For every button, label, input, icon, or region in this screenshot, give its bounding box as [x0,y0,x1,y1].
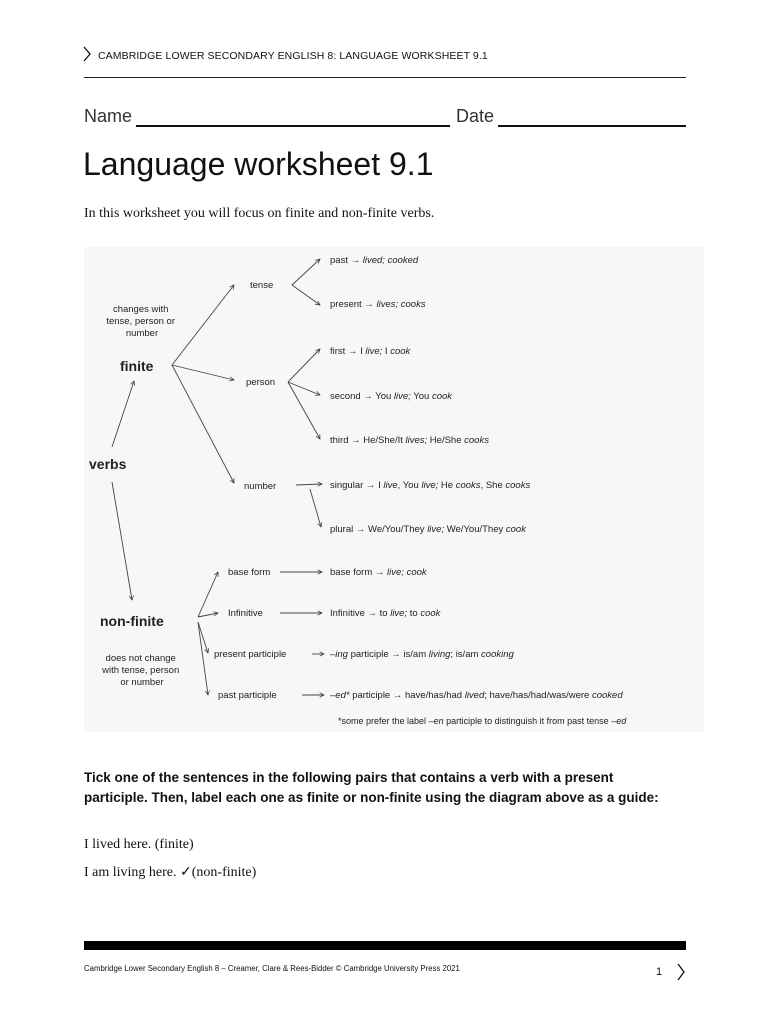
edge-tense-past [292,259,320,285]
result-past-participle: –ed* participle → have/has/had lived; have/has/had/was/were cooked [330,690,623,701]
leaf-plural: plural → We/You/They live; We/You/They cook [330,524,526,535]
edge-finite-person [172,365,234,380]
edge-number-plural [310,489,321,527]
leaf-present: present → lives; cooks [330,299,426,310]
leaf-second: second → You live; You cook [330,391,453,402]
edge-nonfinite-present-participle [198,622,208,653]
verb-diagram [84,247,704,732]
finite-description: changes with tense, person or number [106,304,176,339]
footer-bar [84,941,686,950]
edge-nonfinite-infinitive [198,613,218,617]
name-label: Name [84,106,133,126]
node-nonfinite: non-finite [100,613,164,629]
node-past-participle: past participle [218,690,277,701]
diagram-footnote: *some prefer the label –en participle to distinguish it from past tense –ed [338,716,627,726]
edge-person-third [288,382,320,439]
edge-tense-present [292,285,320,305]
node-number: number [244,481,277,492]
sentence-option[interactable]: I am living here. ✓(non-finite) [84,865,257,880]
footer-citation: Cambridge Lower Secondary English 8 – Creamer, Clare & Rees-Bidder © Cambridge University Press 2021 [84,964,460,973]
result-base-form: base form → live; cook [330,567,427,578]
edge-nonfinite-base [198,572,218,617]
leaf-singular: singular → I live, You live; He cooks, She cooks [330,480,531,491]
edge-number-singular [296,484,322,485]
instruction-text: Tick one of the sentences in the following pairs that contains a verb with a present participle. Then, label each one as finite or non-finite using the diagram above as a guide: [84,770,659,805]
node-infinitive: Infinitive [228,608,263,619]
edge-finite-number [172,365,234,483]
date-label: Date [456,106,495,126]
result-present-participle: –ing participle → is/am living; is/am cooking [330,649,514,660]
node-base-form: base form [228,567,271,578]
header-title: CAMBRIDGE LOWER SECONDARY ENGLISH 8: LANGUAGE WORKSHEET 9.1 [98,50,488,62]
node-tense: tense [250,280,274,291]
leaf-third: third → He/She/It lives; He/She cooks [330,435,489,446]
header-divider [84,77,686,78]
node-person: person [246,377,276,388]
node-present-participle: present participle [214,649,287,660]
leaf-past: past → lived; cooked [330,255,419,266]
chevron-right-icon [82,46,92,62]
edge-verbs-nonfinite [112,482,132,600]
nonfinite-description: does not change with tense, person or number [102,653,180,688]
edge-verbs-finite [112,381,134,447]
page-title: Language worksheet 9.1 [83,146,434,182]
leaf-first: first → I live; I cook [330,346,411,357]
name-field[interactable] [136,125,450,127]
intro-text: In this worksheet you will focus on finite and non-finite verbs. [84,206,435,221]
page-number: 1 [656,966,663,978]
next-page-chevron-icon[interactable] [676,963,686,981]
date-field[interactable] [498,125,686,127]
sentence-option[interactable]: I lived here. (finite) [84,837,194,852]
edge-finite-tense [172,285,234,365]
edge-person-first [288,349,320,382]
result-infinitive: Infinitive → to live; to cook [330,608,441,619]
edge-person-second [288,382,320,395]
node-finite: finite [120,358,154,374]
node-verbs: verbs [89,456,127,472]
edge-nonfinite-past-participle [198,622,208,695]
